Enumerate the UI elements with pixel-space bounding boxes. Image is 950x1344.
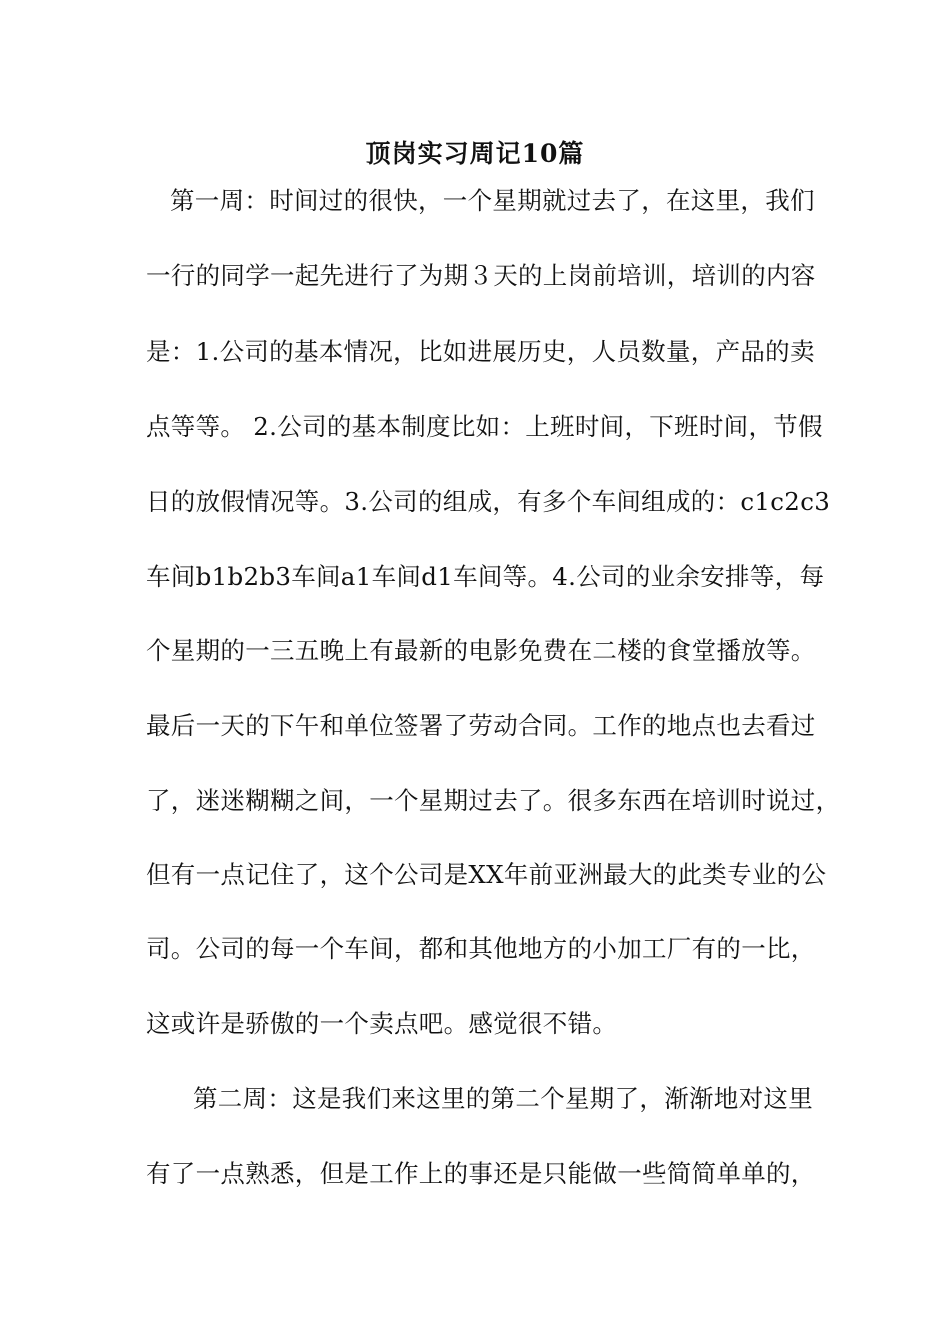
paragraph-line: 了，迷迷糊糊之间，一个星期过去了。很多东西在培训时说过，	[146, 786, 841, 815]
paragraph-line: 第二周：这是我们来这里的第二个星期了，渐渐地对这里	[193, 1084, 813, 1113]
paragraph-line: 日的放假情况等。3.公司的组成，有多个车间组成的：c1c2c3	[146, 487, 831, 516]
paragraph-line: 有了一点熟悉，但是工作上的事还是只能做一些简简单单的，	[146, 1159, 816, 1188]
paragraph-line: 这或许是骄傲的一个卖点吧。感觉很不错。	[146, 1009, 618, 1038]
paragraph-line: 第一周：时间过的很快，一个星期就过去了，在这里，我们	[170, 186, 815, 215]
paragraph-line: 但有一点记住了，这个公司是XX年前亚洲最大的此类专业的公	[146, 860, 827, 889]
paragraph-line: 点等等。 2.公司的基本制度比如：上班时间，下班时间，节假	[146, 412, 823, 441]
paragraph-line: 是：1.公司的基本情况，比如进展历史，人员数量，产品的卖	[146, 337, 815, 366]
paragraph-line: 最后一天的下午和单位签署了劳动合同。工作的地点也去看过	[146, 711, 816, 740]
document-title: 顶岗实习周记10篇	[365, 139, 585, 168]
paragraph-line: 司。公司的每一个车间，都和其他地方的小加工厂有的一比，	[146, 934, 816, 963]
paragraph-line: 一行的同学一起先进行了为期３天的上岗前培训，培训的内容	[146, 261, 816, 290]
paragraph-line: 车间b1b2b3车间a1车间d1车间等。4.公司的业余安排等，每	[146, 562, 825, 591]
paragraph-line: 个星期的一三五晚上有最新的电影免费在二楼的食堂播放等。	[146, 636, 816, 665]
